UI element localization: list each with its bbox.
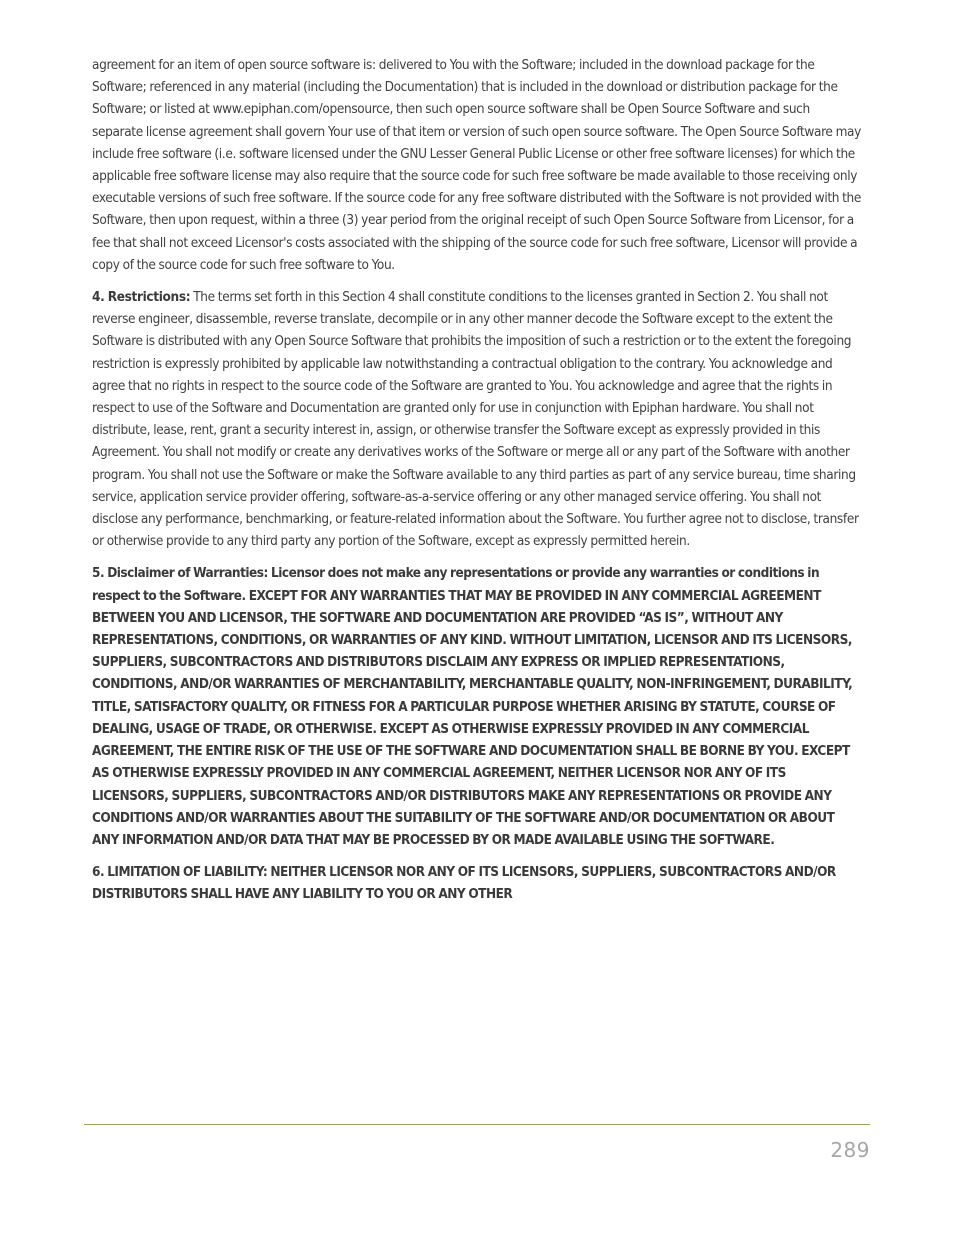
paragraph-open-source: agreement for an item of open source software is: delivered to You with the Software; included in the download package for the Software; referenced in any material (including the Documentation) that is included in the download or distribution package for the Software; or listed at www.epiphan.com/opensource, then such open source software shall be Open Source Software and such separate license agreement shall govern Your use of that item or version of such open source software. The Open Source Software may include free software (i.e. software licensed under the GNU Lesser General Public License or other free software licenses) for which the applicable free software license may also require that the source code for such free software be made available to those receiving only executable versions of such free software. If the source code for any free software distributed with the Software is not provided with the Software, then upon request, within a three (3) year period from the original receipt of such Open Source Software from Licensor, for a fee that shall not exceed Licensor's costs associated with the shipping of the source code for such free software, Licensor will provide a copy of the source code for such free software to You.: [92, 57, 862, 273]
page-number: 289: [830, 1138, 870, 1162]
paragraph-disclaimer-of-warranties: 5. Disclaimer of Warranties: Licensor does not make any representations or provide any warranties or conditions in respect to the Software. EXCEPT FOR ANY WARRANTIES THAT MAY BE PROVIDED IN ANY COMMERCIAL AGREEMENT BETWEEN YOU AND LICENSOR, THE SOFTWARE AND DOCUMENTATION ARE PROVIDED “AS IS”, WITHOUT ANY REPRESENTATIONS, CONDITIONS, OR WARRANTIES OF ANY KIND. WITHOUT LIMITATION, LICENSOR AND ITS LICENSORS, SUPPLIERS, SUBCONTRACTORS AND DISTRIBUTORS DISCLAIM ANY EXPRESS OR IMPLIED REPRESENTATIONS, CONDITIONS, AND/OR WARRANTIES OF MERCHANTABILITY, MERCHANTABLE QUALITY, NON-INFRINGEMENT, DURABILITY, TITLE, SATISFACTORY QUALITY, OR FITNESS FOR A PARTICULAR PURPOSE WHETHER ARISING BY STATUTE, COURSE OF DEALING, USAGE OF TRADE, OR OTHERWISE. EXCEPT AS OTHERWISE EXPRESSLY PROVIDED IN ANY COMMERCIAL AGREEMENT, THE ENTIRE RISK OF THE USE OF THE SOFTWARE AND DOCUMENTATION SHALL BE BORNE BY YOU. EXCEPT AS OTHERWISE EXPRESSLY PROVIDED IN ANY COMMERCIAL AGREEMENT, NEITHER LICENSOR NOR ANY OF ITS LICENSORS, SUPPLIERS, SUBCONTRACTORS AND/OR DISTRIBUTORS MAKE ANY REPRESENTATIONS OR PROVIDE ANY CONDITIONS AND/OR WARRANTIES ABOUT THE SUITABILITY OF THE SOFTWARE AND/OR DOCUMENTATION OR ABOUT ANY INFORMATION AND/OR DATA THAT MAY BE PROCESSED BY OR MADE AVAILABLE USING THE SOFTWARE.: [92, 565, 853, 848]
paragraph-limitation-of-liability: 6. LIMITATION OF LIABILITY: NEITHER LICENSOR NOR ANY OF ITS LICENSORS, SUPPLIERS, SUBCONTRACTORS AND/OR DISTRIBUTORS SHALL HAVE ANY LIABILITY TO YOU OR ANY OTHER: [92, 864, 836, 903]
document-body: [92, 54, 862, 916]
section-heading-restrictions: 4. Restrictions:: [92, 289, 191, 306]
restrictions-text: The terms set forth in this Section 4 shall constitute conditions to the licenses granted in Section 2. You shall not reverse engineer, disassemble, reverse translate, decompile or in any other manner decode the Software except to the extent the Software is distributed with any Open Source Software that prohibits the imposition of such a restriction or to the extent the foregoing restriction is expressly prohibited by applicable law notwithstanding a contractual obligation to the contrary. You acknowledge and agree that no rights in respect to the source code of the Software are granted to You. You acknowledge and agree that the rights in respect to use of the Software and Documentation are granted only for use in conjunction with Epiphan hardware. You shall not distribute, lease, rent, grant a security interest in, assign, or otherwise transfer the Software except as expressly provided in this Agreement. You shall not modify or create any derivatives works of the Software or merge all or any part of the Software with another program. You shall not use the Software or make the Software available to any third parties as part of any service bureau, time sharing service, application service provider offering, software-as-a-service offering or any other managed service offering. You shall not disclose any performance, benchmarking, or feature-related information about the Software. You further agree not to disclose, transfer or otherwise provide to any third party any portion of the Software, except as expressly permitted herein.: [92, 289, 859, 550]
footer-rule: [84, 1124, 870, 1125]
paragraph-restrictions: [92, 286, 862, 552]
